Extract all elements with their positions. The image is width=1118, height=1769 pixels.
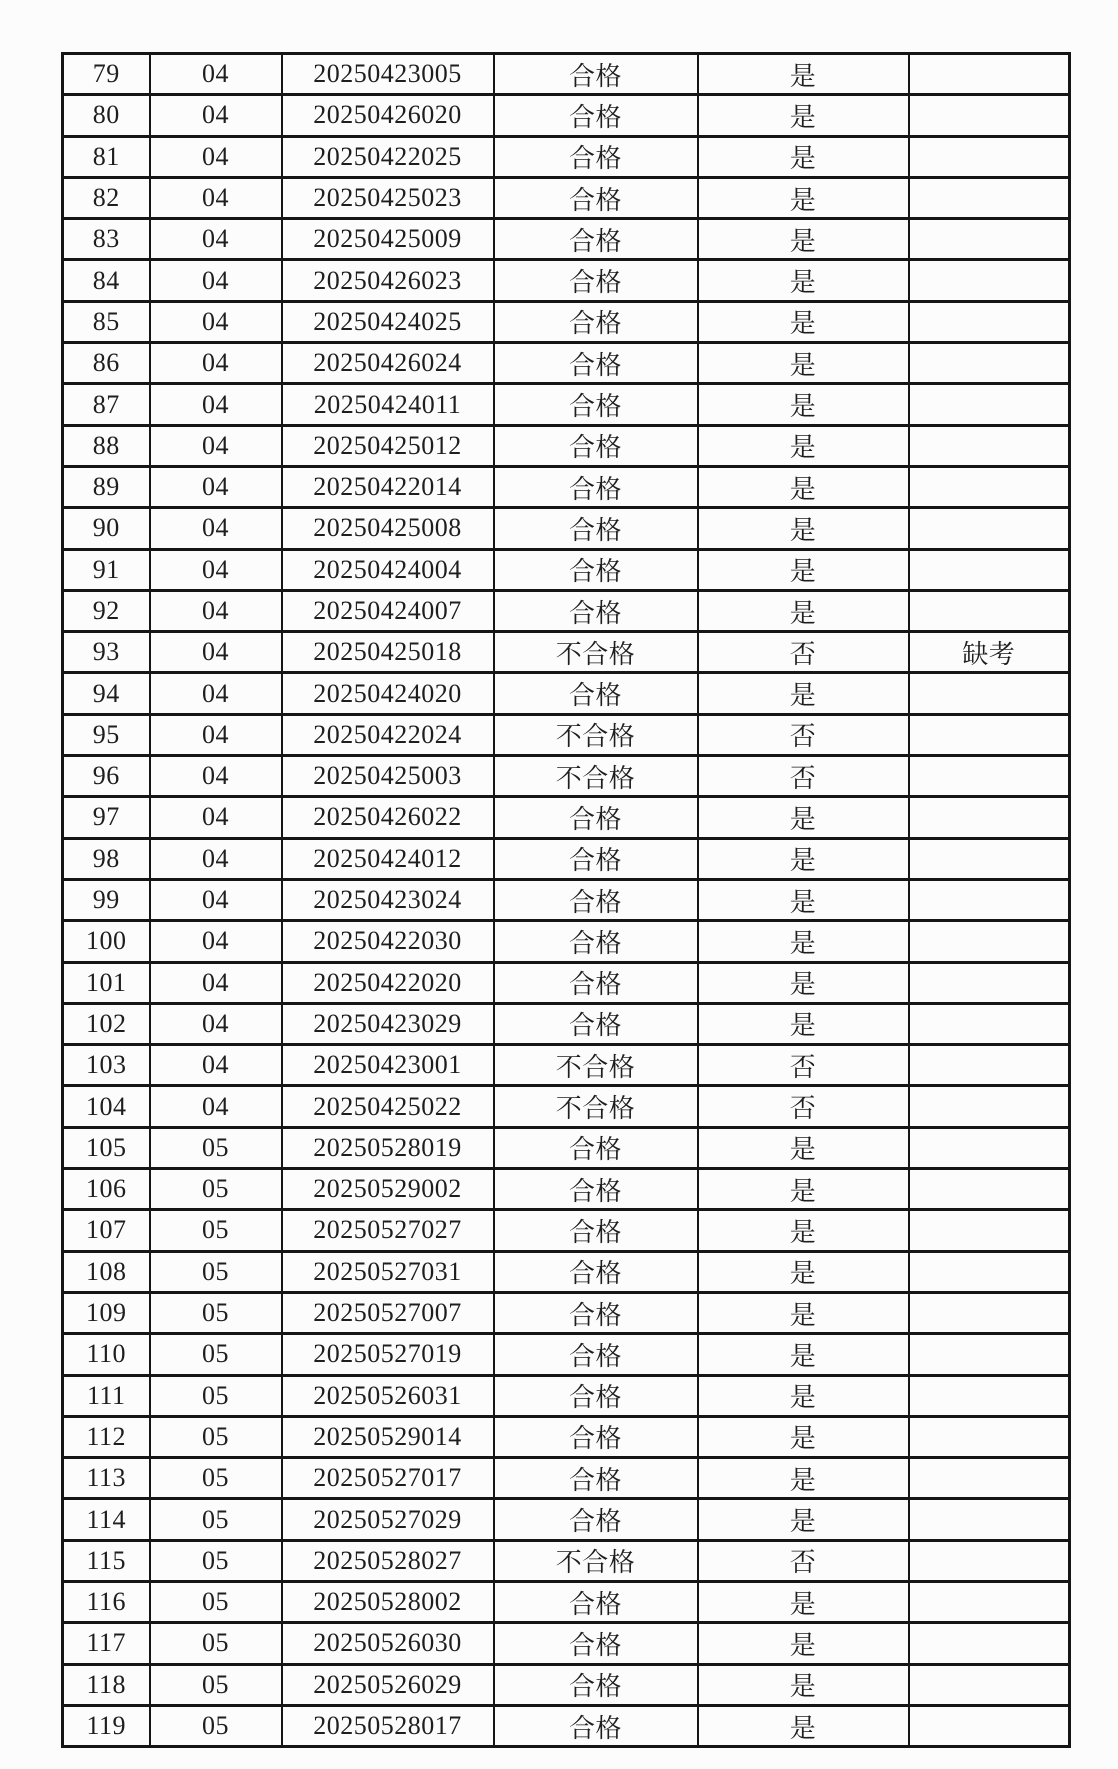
- cell-group-code: 04: [150, 1003, 282, 1044]
- cell-sequence-number: 84: [63, 260, 150, 301]
- cell-remark: [909, 673, 1070, 714]
- cell-candidate-number: 20250422014: [282, 466, 494, 507]
- table-row: [63, 1705, 1070, 1746]
- cell-result: 合格: [494, 177, 698, 218]
- cell-candidate-number: 20250527019: [282, 1334, 494, 1375]
- cell-qualified: 是: [698, 590, 909, 631]
- cell-remark: [909, 384, 1070, 425]
- cell-remark: [909, 54, 1070, 95]
- table-row: [63, 1375, 1070, 1416]
- cell-qualified: 是: [698, 1416, 909, 1457]
- results-table: [61, 52, 1071, 1748]
- table-row: [63, 1416, 1070, 1457]
- cell-qualified: 是: [698, 673, 909, 714]
- table-row: [63, 219, 1070, 260]
- cell-group-code: 04: [150, 673, 282, 714]
- cell-sequence-number: 108: [63, 1251, 150, 1292]
- cell-result: 合格: [494, 95, 698, 136]
- cell-group-code: 04: [150, 508, 282, 549]
- table-row: [63, 838, 1070, 879]
- cell-candidate-number: 20250529014: [282, 1416, 494, 1457]
- cell-group-code: 04: [150, 632, 282, 673]
- cell-qualified: 是: [698, 1003, 909, 1044]
- cell-qualified: 是: [698, 1169, 909, 1210]
- cell-qualified: 否: [698, 1045, 909, 1086]
- cell-result: 合格: [494, 136, 698, 177]
- cell-qualified: 是: [698, 301, 909, 342]
- cell-candidate-number: 20250425008: [282, 508, 494, 549]
- cell-remark: [909, 756, 1070, 797]
- cell-group-code: 05: [150, 1664, 282, 1705]
- cell-group-code: 04: [150, 797, 282, 838]
- cell-group-code: 05: [150, 1375, 282, 1416]
- cell-sequence-number: 107: [63, 1210, 150, 1251]
- cell-candidate-number: 20250425003: [282, 756, 494, 797]
- table-row: [63, 1458, 1070, 1499]
- cell-group-code: 05: [150, 1292, 282, 1333]
- cell-group-code: 05: [150, 1623, 282, 1664]
- table-row: [63, 177, 1070, 218]
- cell-candidate-number: 20250528002: [282, 1581, 494, 1622]
- table-row: [63, 1623, 1070, 1664]
- cell-group-code: 04: [150, 301, 282, 342]
- cell-remark: [909, 1499, 1070, 1540]
- cell-qualified: 是: [698, 466, 909, 507]
- cell-group-code: 04: [150, 962, 282, 1003]
- cell-remark: [909, 1251, 1070, 1292]
- cell-result: 合格: [494, 549, 698, 590]
- cell-sequence-number: 97: [63, 797, 150, 838]
- cell-remark: [909, 177, 1070, 218]
- table-row: [63, 632, 1070, 673]
- cell-remark: [909, 1623, 1070, 1664]
- cell-group-code: 04: [150, 549, 282, 590]
- cell-candidate-number: 20250528019: [282, 1127, 494, 1168]
- cell-remark: [909, 343, 1070, 384]
- cell-result: 合格: [494, 466, 698, 507]
- cell-sequence-number: 96: [63, 756, 150, 797]
- table-row: [63, 260, 1070, 301]
- cell-candidate-number: 20250423005: [282, 54, 494, 95]
- cell-result: 合格: [494, 590, 698, 631]
- cell-result: 合格: [494, 343, 698, 384]
- cell-sequence-number: 100: [63, 921, 150, 962]
- cell-qualified: 是: [698, 260, 909, 301]
- cell-remark: [909, 95, 1070, 136]
- cell-candidate-number: 20250529002: [282, 1169, 494, 1210]
- cell-group-code: 04: [150, 879, 282, 920]
- cell-group-code: 04: [150, 384, 282, 425]
- cell-result: 合格: [494, 384, 698, 425]
- cell-remark: [909, 1210, 1070, 1251]
- cell-remark: [909, 136, 1070, 177]
- cell-remark: 缺考: [909, 632, 1070, 673]
- cell-qualified: 是: [698, 1210, 909, 1251]
- cell-candidate-number: 20250424020: [282, 673, 494, 714]
- cell-group-code: 04: [150, 177, 282, 218]
- cell-result: 合格: [494, 673, 698, 714]
- cell-sequence-number: 82: [63, 177, 150, 218]
- cell-remark: [909, 714, 1070, 755]
- cell-qualified: 是: [698, 136, 909, 177]
- cell-candidate-number: 20250424004: [282, 549, 494, 590]
- cell-qualified: 是: [698, 1499, 909, 1540]
- cell-sequence-number: 81: [63, 136, 150, 177]
- table-row: [63, 962, 1070, 1003]
- cell-remark: [909, 425, 1070, 466]
- cell-remark: [909, 466, 1070, 507]
- cell-candidate-number: 20250425012: [282, 425, 494, 466]
- cell-result: 合格: [494, 1623, 698, 1664]
- cell-result: 合格: [494, 54, 698, 95]
- cell-group-code: 05: [150, 1127, 282, 1168]
- cell-result: 合格: [494, 1581, 698, 1622]
- cell-candidate-number: 20250527031: [282, 1251, 494, 1292]
- cell-sequence-number: 88: [63, 425, 150, 466]
- table-row: [63, 136, 1070, 177]
- cell-qualified: 是: [698, 177, 909, 218]
- cell-remark: [909, 590, 1070, 631]
- table-row: [63, 95, 1070, 136]
- cell-result: 合格: [494, 260, 698, 301]
- cell-qualified: 是: [698, 1581, 909, 1622]
- cell-candidate-number: 20250425022: [282, 1086, 494, 1127]
- cell-qualified: 是: [698, 1705, 909, 1746]
- cell-result: 合格: [494, 1375, 698, 1416]
- cell-result: 合格: [494, 1499, 698, 1540]
- cell-candidate-number: 20250526030: [282, 1623, 494, 1664]
- cell-candidate-number: 20250425009: [282, 219, 494, 260]
- cell-qualified: 否: [698, 756, 909, 797]
- cell-group-code: 04: [150, 590, 282, 631]
- cell-sequence-number: 117: [63, 1623, 150, 1664]
- cell-sequence-number: 115: [63, 1540, 150, 1581]
- cell-candidate-number: 20250424025: [282, 301, 494, 342]
- cell-qualified: 是: [698, 95, 909, 136]
- cell-result: 不合格: [494, 1086, 698, 1127]
- cell-qualified: 否: [698, 1086, 909, 1127]
- table-row: [63, 384, 1070, 425]
- cell-remark: [909, 1416, 1070, 1457]
- cell-result: 不合格: [494, 1045, 698, 1086]
- cell-candidate-number: 20250528027: [282, 1540, 494, 1581]
- cell-result: 合格: [494, 879, 698, 920]
- cell-result: 合格: [494, 1458, 698, 1499]
- cell-remark: [909, 797, 1070, 838]
- cell-qualified: 是: [698, 54, 909, 95]
- table-row: [63, 549, 1070, 590]
- table-row: [63, 714, 1070, 755]
- cell-candidate-number: 20250526031: [282, 1375, 494, 1416]
- cell-candidate-number: 20250423001: [282, 1045, 494, 1086]
- cell-group-code: 04: [150, 54, 282, 95]
- cell-sequence-number: 119: [63, 1705, 150, 1746]
- cell-candidate-number: 20250527017: [282, 1458, 494, 1499]
- cell-group-code: 05: [150, 1169, 282, 1210]
- cell-sequence-number: 89: [63, 466, 150, 507]
- cell-group-code: 04: [150, 756, 282, 797]
- cell-candidate-number: 20250424012: [282, 838, 494, 879]
- cell-sequence-number: 99: [63, 879, 150, 920]
- cell-sequence-number: 104: [63, 1086, 150, 1127]
- cell-remark: [909, 1705, 1070, 1746]
- cell-qualified: 是: [698, 1251, 909, 1292]
- cell-group-code: 05: [150, 1499, 282, 1540]
- cell-result: 合格: [494, 1416, 698, 1457]
- cell-group-code: 05: [150, 1251, 282, 1292]
- cell-qualified: 是: [698, 1458, 909, 1499]
- table-row: [63, 1169, 1070, 1210]
- cell-group-code: 05: [150, 1210, 282, 1251]
- cell-candidate-number: 20250423029: [282, 1003, 494, 1044]
- cell-result: 合格: [494, 301, 698, 342]
- cell-remark: [909, 879, 1070, 920]
- cell-sequence-number: 112: [63, 1416, 150, 1457]
- table-row: [63, 508, 1070, 549]
- cell-candidate-number: 20250527029: [282, 1499, 494, 1540]
- cell-remark: [909, 1292, 1070, 1333]
- cell-qualified: 否: [698, 714, 909, 755]
- cell-candidate-number: 20250528017: [282, 1705, 494, 1746]
- cell-candidate-number: 20250424007: [282, 590, 494, 631]
- table-row: [63, 301, 1070, 342]
- cell-sequence-number: 87: [63, 384, 150, 425]
- cell-group-code: 04: [150, 714, 282, 755]
- table-row: [63, 1086, 1070, 1127]
- table-row: [63, 797, 1070, 838]
- cell-result: 合格: [494, 838, 698, 879]
- cell-remark: [909, 1127, 1070, 1168]
- table-row: [63, 1499, 1070, 1540]
- cell-qualified: 是: [698, 962, 909, 1003]
- cell-candidate-number: 20250422030: [282, 921, 494, 962]
- cell-remark: [909, 1169, 1070, 1210]
- results-table-body: [63, 54, 1070, 1747]
- table-row: [63, 466, 1070, 507]
- cell-qualified: 否: [698, 632, 909, 673]
- cell-remark: [909, 1003, 1070, 1044]
- cell-remark: [909, 1334, 1070, 1375]
- cell-candidate-number: 20250526029: [282, 1664, 494, 1705]
- table-row: [63, 343, 1070, 384]
- cell-group-code: 04: [150, 219, 282, 260]
- cell-group-code: 04: [150, 343, 282, 384]
- cell-group-code: 05: [150, 1581, 282, 1622]
- cell-remark: [909, 1540, 1070, 1581]
- cell-qualified: 是: [698, 1623, 909, 1664]
- cell-qualified: 是: [698, 838, 909, 879]
- cell-qualified: 是: [698, 549, 909, 590]
- table-row: [63, 1210, 1070, 1251]
- cell-sequence-number: 116: [63, 1581, 150, 1622]
- cell-result: 合格: [494, 1664, 698, 1705]
- cell-result: 合格: [494, 508, 698, 549]
- table-row: [63, 54, 1070, 95]
- cell-candidate-number: 20250426020: [282, 95, 494, 136]
- cell-candidate-number: 20250527007: [282, 1292, 494, 1333]
- cell-candidate-number: 20250422025: [282, 136, 494, 177]
- table-row: [63, 1045, 1070, 1086]
- cell-qualified: 是: [698, 384, 909, 425]
- cell-qualified: 是: [698, 797, 909, 838]
- cell-remark: [909, 921, 1070, 962]
- cell-remark: [909, 1086, 1070, 1127]
- cell-group-code: 04: [150, 95, 282, 136]
- table-row: [63, 1334, 1070, 1375]
- cell-group-code: 04: [150, 921, 282, 962]
- cell-group-code: 05: [150, 1540, 282, 1581]
- cell-remark: [909, 1458, 1070, 1499]
- table-row: [63, 1581, 1070, 1622]
- cell-result: 合格: [494, 797, 698, 838]
- cell-sequence-number: 101: [63, 962, 150, 1003]
- cell-remark: [909, 508, 1070, 549]
- table-row: [63, 1003, 1070, 1044]
- cell-qualified: 是: [698, 343, 909, 384]
- cell-result: 合格: [494, 219, 698, 260]
- cell-sequence-number: 85: [63, 301, 150, 342]
- cell-candidate-number: 20250422020: [282, 962, 494, 1003]
- cell-qualified: 是: [698, 219, 909, 260]
- cell-sequence-number: 90: [63, 508, 150, 549]
- cell-sequence-number: 113: [63, 1458, 150, 1499]
- cell-group-code: 04: [150, 136, 282, 177]
- cell-candidate-number: 20250426022: [282, 797, 494, 838]
- table-row: [63, 1292, 1070, 1333]
- cell-qualified: 是: [698, 1127, 909, 1168]
- cell-qualified: 是: [698, 425, 909, 466]
- cell-result: 合格: [494, 1169, 698, 1210]
- cell-remark: [909, 1581, 1070, 1622]
- cell-remark: [909, 260, 1070, 301]
- cell-remark: [909, 301, 1070, 342]
- cell-candidate-number: 20250426023: [282, 260, 494, 301]
- cell-candidate-number: 20250527027: [282, 1210, 494, 1251]
- cell-remark: [909, 1375, 1070, 1416]
- table-row: [63, 1251, 1070, 1292]
- cell-result: 合格: [494, 1251, 698, 1292]
- cell-candidate-number: 20250426024: [282, 343, 494, 384]
- cell-result: 不合格: [494, 1540, 698, 1581]
- cell-group-code: 04: [150, 838, 282, 879]
- cell-group-code: 04: [150, 1086, 282, 1127]
- cell-remark: [909, 1664, 1070, 1705]
- cell-sequence-number: 91: [63, 549, 150, 590]
- cell-result: 合格: [494, 962, 698, 1003]
- table-row: [63, 673, 1070, 714]
- cell-result: 合格: [494, 1334, 698, 1375]
- cell-qualified: 是: [698, 879, 909, 920]
- cell-candidate-number: 20250424011: [282, 384, 494, 425]
- cell-group-code: 04: [150, 260, 282, 301]
- cell-qualified: 是: [698, 921, 909, 962]
- cell-remark: [909, 549, 1070, 590]
- cell-group-code: 04: [150, 425, 282, 466]
- cell-sequence-number: 105: [63, 1127, 150, 1168]
- table-row: [63, 756, 1070, 797]
- cell-result: 合格: [494, 425, 698, 466]
- table-row: [63, 1540, 1070, 1581]
- cell-qualified: 是: [698, 1375, 909, 1416]
- cell-sequence-number: 79: [63, 54, 150, 95]
- cell-sequence-number: 110: [63, 1334, 150, 1375]
- cell-qualified: 是: [698, 1292, 909, 1333]
- table-row: [63, 921, 1070, 962]
- cell-sequence-number: 111: [63, 1375, 150, 1416]
- table-row: [63, 879, 1070, 920]
- cell-sequence-number: 103: [63, 1045, 150, 1086]
- cell-sequence-number: 98: [63, 838, 150, 879]
- cell-qualified: 否: [698, 1540, 909, 1581]
- cell-result: 合格: [494, 1003, 698, 1044]
- cell-qualified: 是: [698, 1334, 909, 1375]
- cell-sequence-number: 118: [63, 1664, 150, 1705]
- cell-group-code: 04: [150, 1045, 282, 1086]
- cell-sequence-number: 80: [63, 95, 150, 136]
- cell-result: 合格: [494, 1210, 698, 1251]
- table-row: [63, 1664, 1070, 1705]
- cell-sequence-number: 86: [63, 343, 150, 384]
- cell-remark: [909, 1045, 1070, 1086]
- cell-group-code: 05: [150, 1458, 282, 1499]
- cell-remark: [909, 962, 1070, 1003]
- cell-result: 合格: [494, 921, 698, 962]
- table-row: [63, 1127, 1070, 1168]
- cell-group-code: 04: [150, 466, 282, 507]
- cell-candidate-number: 20250425023: [282, 177, 494, 218]
- cell-candidate-number: 20250423024: [282, 879, 494, 920]
- cell-sequence-number: 106: [63, 1169, 150, 1210]
- table-row: [63, 590, 1070, 631]
- cell-group-code: 05: [150, 1705, 282, 1746]
- cell-sequence-number: 93: [63, 632, 150, 673]
- cell-qualified: 是: [698, 1664, 909, 1705]
- cell-result: 合格: [494, 1127, 698, 1168]
- cell-result: 合格: [494, 1705, 698, 1746]
- cell-group-code: 05: [150, 1334, 282, 1375]
- cell-group-code: 05: [150, 1416, 282, 1457]
- cell-sequence-number: 102: [63, 1003, 150, 1044]
- cell-remark: [909, 219, 1070, 260]
- cell-sequence-number: 95: [63, 714, 150, 755]
- cell-sequence-number: 94: [63, 673, 150, 714]
- cell-sequence-number: 92: [63, 590, 150, 631]
- cell-qualified: 是: [698, 508, 909, 549]
- cell-sequence-number: 114: [63, 1499, 150, 1540]
- cell-sequence-number: 109: [63, 1292, 150, 1333]
- cell-remark: [909, 838, 1070, 879]
- cell-result: 不合格: [494, 756, 698, 797]
- cell-candidate-number: 20250422024: [282, 714, 494, 755]
- cell-candidate-number: 20250425018: [282, 632, 494, 673]
- cell-result: 不合格: [494, 632, 698, 673]
- cell-result: 不合格: [494, 714, 698, 755]
- cell-sequence-number: 83: [63, 219, 150, 260]
- table-row: [63, 425, 1070, 466]
- cell-result: 合格: [494, 1292, 698, 1333]
